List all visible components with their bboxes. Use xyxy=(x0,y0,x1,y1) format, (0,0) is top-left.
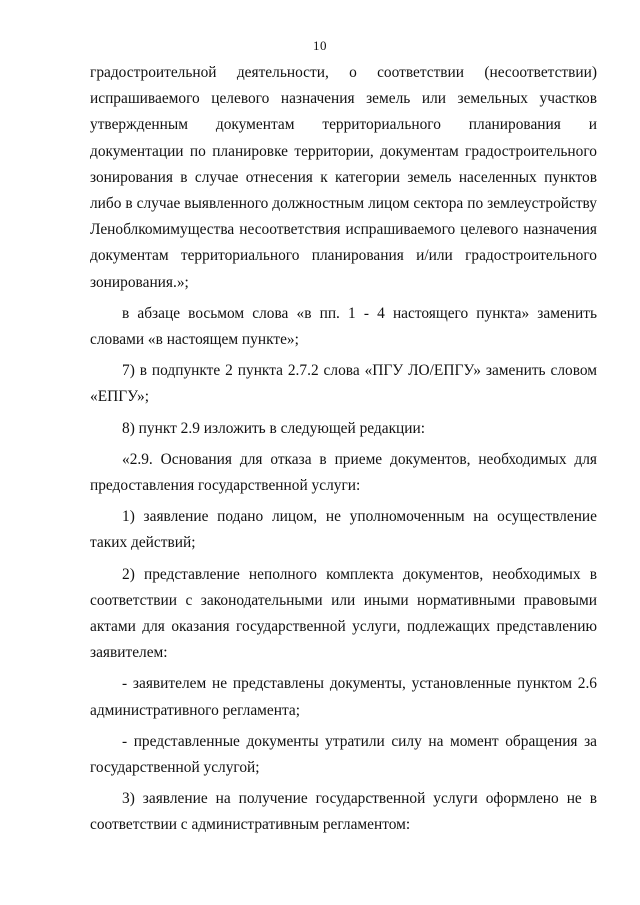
paragraph-ground-1: 1) заявление подано лицом, не уполномоченным на осуществление таких действий; xyxy=(90,508,597,552)
paragraph-2-9-heading: «2.9. Основания для отказа в приеме документов, необходимых для предоставления государственной услуги: xyxy=(90,450,597,495)
page-number: 10 xyxy=(313,38,327,53)
document-body xyxy=(90,60,597,839)
paragraph-ground-2-dash-2: - представленные документы утратили силу на момент обращения за государственной услугой; xyxy=(90,732,597,777)
paragraph-ground-3: 3) заявление на получение государственной услуги оформлено не в соответствии с административным регламентом: xyxy=(90,790,597,834)
paragraph-item-7: 7) в подпункте 2 пункта 2.7.2 слова «ПГУ ЛО/ЕПГУ» заменить словом «ЕПГУ»; xyxy=(90,362,597,406)
paragraph-ground-2-dash-1: - заявителем не представлены документы, установленные пунктом 2.6 административного регламента; xyxy=(90,675,597,719)
paragraph-item-8: 8) пункт 2.9 изложить в следующей редакции: xyxy=(122,419,426,437)
paragraph-ground-2: 2) представление неполного комплекта документов, необходимых в соответствии с законодательными или иными нормативными правовыми актами для оказания государственной услуги, подлежащих представлению заявителем: xyxy=(90,565,597,662)
paragraph-amendment-8th: в абзаце восьмом слова «в пп. 1 - 4 настоящего пункта» заменить словами «в настоящем пункте»; xyxy=(90,304,597,349)
paragraph-continuation: градостроительной деятельности, о соответствии (несоответствии) испрашиваемого целевого назначения земель или земельных участков утвержденным документам территориального планирования и документации по планировке территории, документам градостроительного зонирования в случае отнесения к категории земель населенных пунктов либо в случае выявленного должностным лицом сектора по землеустройству Леноблкомимущества несоответствия испрашиваемого целевого назначения документам территориального планирования и/или градостроительного зонирования.»; xyxy=(90,64,597,291)
